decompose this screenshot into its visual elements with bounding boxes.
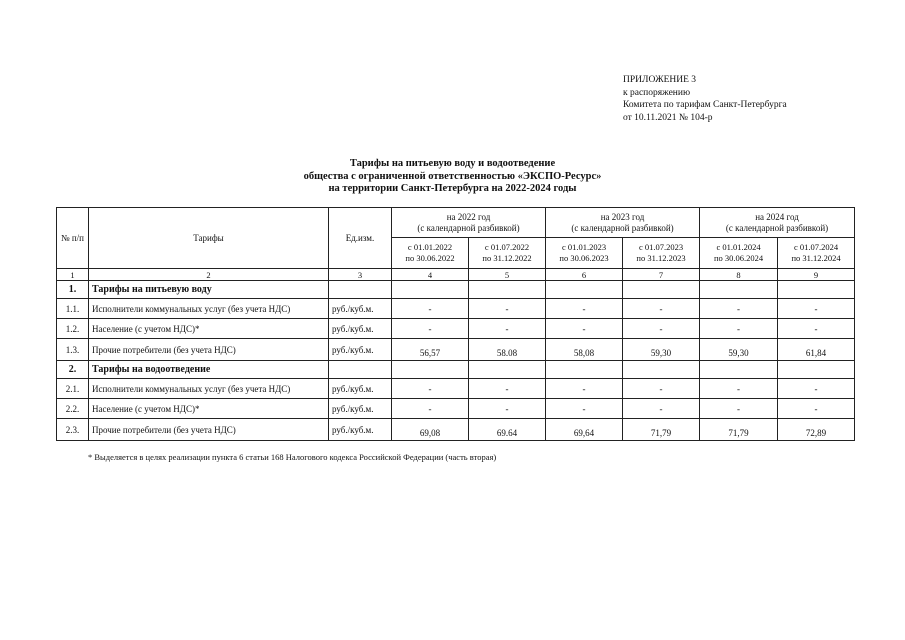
row-unit: руб./куб.м. [329, 339, 392, 361]
title-line-1: Тарифы на питьевую воду и водоотведение [349, 158, 556, 169]
section-row-wastewater [57, 361, 855, 379]
row-value: - [778, 379, 855, 399]
title-line-3: на территории Санкт-Петербурга на 2022-2024 годы [328, 183, 577, 194]
row-value: 71,79 [700, 419, 778, 441]
section-title: Тарифы на водоотведение [89, 361, 329, 379]
header-period-2024: на 2024 год (с календарной разбивкой) [700, 208, 855, 238]
row-value: - [623, 379, 700, 399]
row-value: - [546, 379, 623, 399]
row-num: 1.3. [57, 339, 89, 361]
row-unit: руб./куб.м. [329, 399, 392, 419]
header-2023-h1: с 01.01.2023 по 30.06.2023 [546, 238, 623, 269]
title-line-2: общества с ограниченной ответственностью «ЭКСПО-Ресурс» [303, 170, 602, 182]
row-value: 58.08 [469, 339, 546, 361]
row-num: 2.3. [57, 419, 89, 441]
row-value: - [392, 379, 469, 399]
row-value: 72,89 [778, 419, 855, 441]
row-value: - [546, 319, 623, 339]
row-value: - [700, 319, 778, 339]
row-num: 2.2. [57, 399, 89, 419]
row-name: Исполнители коммунальных услуг (без учета НДС) [89, 379, 329, 399]
appendix-date: от 10.11.2021 № 104-р [623, 112, 713, 123]
table-row [57, 399, 855, 419]
col-number: 3 [329, 269, 392, 281]
section-num: 1. [57, 281, 89, 299]
col-number: 4 [392, 269, 469, 281]
col-number: 2 [89, 269, 329, 281]
table-row [57, 299, 855, 319]
table-row [57, 379, 855, 399]
row-value: 71,79 [623, 419, 700, 441]
row-unit: руб./куб.м. [329, 299, 392, 319]
col-number: 5 [469, 269, 546, 281]
section-row-water [57, 281, 855, 299]
row-value: 69,08 [392, 419, 469, 441]
row-value: 56,57 [392, 339, 469, 361]
column-numbers-row [57, 269, 855, 281]
section-title: Тарифы на питьевую воду [89, 281, 329, 299]
table-row [57, 419, 855, 441]
document-title [0, 158, 905, 196]
row-name: Население (с учетом НДС)* [89, 399, 329, 419]
row-name: Население (с учетом НДС)* [89, 319, 329, 339]
row-value: 69.64 [469, 419, 546, 441]
row-value: - [778, 319, 855, 339]
appendix-order-ref: к распоряжению [623, 87, 691, 98]
row-value: - [623, 299, 700, 319]
row-value: - [392, 299, 469, 319]
row-value: - [469, 379, 546, 399]
header-2022-h2: с 01.07.2022 по 31.12.2022 [469, 238, 546, 269]
row-value: - [469, 299, 546, 319]
row-value: - [469, 319, 546, 339]
row-num: 1.2. [57, 319, 89, 339]
row-value: - [469, 399, 546, 419]
header-unit: Ед.изм. [329, 208, 392, 269]
col-number: 1 [57, 269, 89, 281]
col-number: 8 [700, 269, 778, 281]
row-unit: руб./куб.м. [329, 379, 392, 399]
table-row [57, 319, 855, 339]
row-value: - [392, 319, 469, 339]
row-value: - [700, 379, 778, 399]
row-value: - [623, 319, 700, 339]
row-value: - [623, 399, 700, 419]
header-tariffs: Тарифы [89, 208, 329, 269]
section-num: 2. [57, 361, 89, 379]
appendix-header [623, 74, 787, 124]
row-num: 2.1. [57, 379, 89, 399]
header-period-2022: на 2022 год (с календарной разбивкой) [392, 208, 546, 238]
footnote: * Выделяется в целях реализации пункта 6 статьи 168 Налогового кодекса Российской Федерации (часть вторая) [88, 452, 497, 462]
header-2023-h2: с 01.07.2023 по 31.12.2023 [623, 238, 700, 269]
row-value: - [700, 399, 778, 419]
table-row [57, 339, 855, 361]
row-unit: руб./куб.м. [329, 419, 392, 441]
header-num: № п/п [57, 208, 89, 269]
row-value: - [546, 399, 623, 419]
col-number: 7 [623, 269, 700, 281]
row-name: Исполнители коммунальных услуг (без учета НДС) [89, 299, 329, 319]
row-value: 58,08 [546, 339, 623, 361]
header-2024-h2: с 01.07.2024 по 31.12.2024 [778, 238, 855, 269]
row-value: - [700, 299, 778, 319]
row-value: - [392, 399, 469, 419]
row-unit: руб./куб.м. [329, 319, 392, 339]
row-value: 61,84 [778, 339, 855, 361]
col-number: 6 [546, 269, 623, 281]
row-value: 69,64 [546, 419, 623, 441]
row-num: 1.1. [57, 299, 89, 319]
row-value: 59,30 [700, 339, 778, 361]
row-value: - [778, 299, 855, 319]
appendix-title: ПРИЛОЖЕНИЕ 3 [623, 75, 697, 85]
row-value: - [546, 299, 623, 319]
row-value: - [778, 399, 855, 419]
row-name: Прочие потребители (без учета НДС) [89, 339, 329, 361]
tariffs-table [56, 207, 855, 441]
header-row-periods [57, 208, 855, 238]
col-number: 9 [778, 269, 855, 281]
header-2022-h1: с 01.01.2022 по 30.06.2022 [392, 238, 469, 269]
row-value: 59,30 [623, 339, 700, 361]
header-2024-h1: с 01.01.2024 по 30.06.2024 [700, 238, 778, 269]
row-name: Прочие потребители (без учета НДС) [89, 419, 329, 441]
appendix-committee: Комитета по тарифам Санкт-Петербурга [623, 100, 787, 110]
header-period-2023: на 2023 год (с календарной разбивкой) [546, 208, 700, 238]
